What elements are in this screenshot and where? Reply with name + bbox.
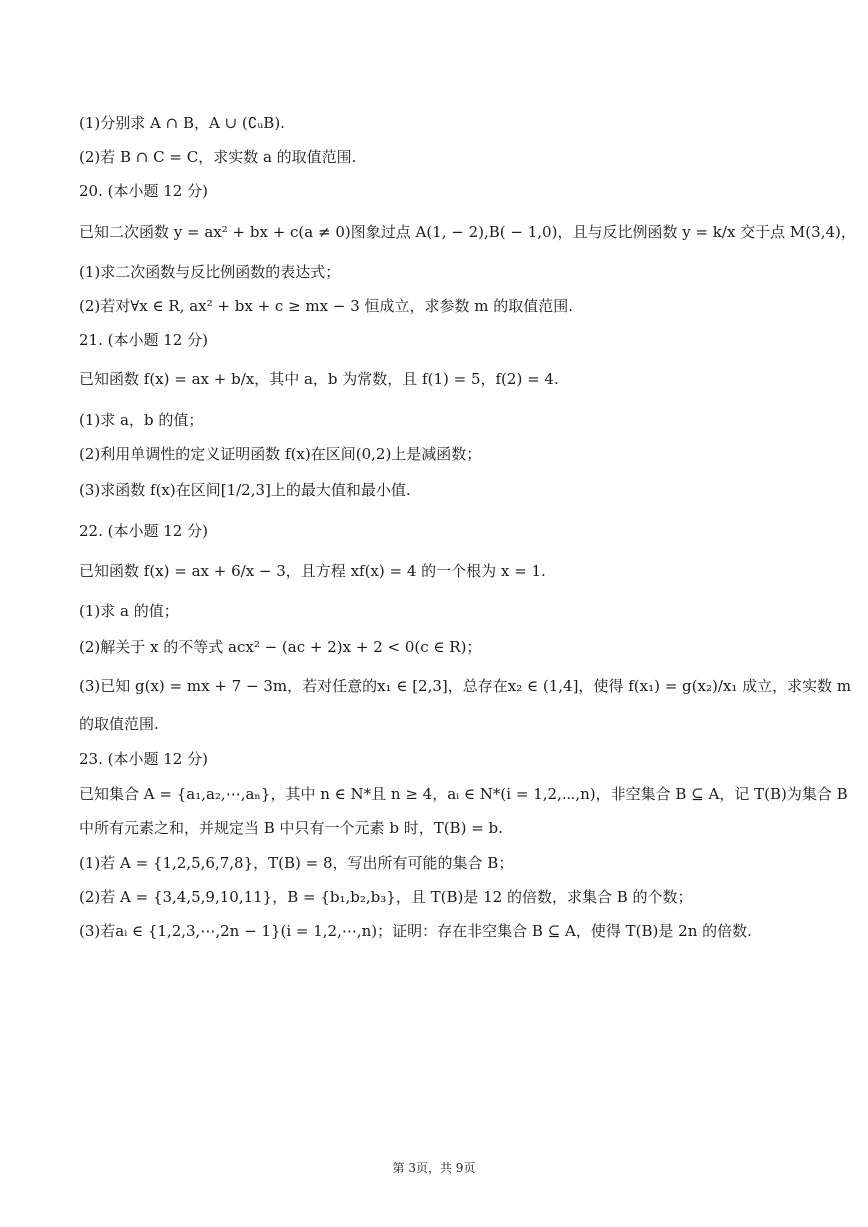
q19-part2: (2)若 B ∩ C = C，求实数 a 的取值范围. <box>79 148 357 166</box>
q20-part1: (1)求二次函数与反比例函数的表达式； <box>79 263 341 281</box>
q22-part1: (1)求 a 的值； <box>79 602 179 620</box>
q19-part1: (1)分别求 A ∩ B，A ∪ (∁ᵤB). <box>79 114 285 132</box>
q23-stem-cont: 中所有元素之和，并规定当 B 中只有一个元素 b 时，T(B) = b. <box>79 819 503 837</box>
q23-part3: (3)若aᵢ ∈ {1,2,3,⋯,2n − 1}(i = 1,2,⋯,n)；证明：存在非空集合 B ⊆ A，使得 T(B)是 2n 的倍数. <box>79 922 752 940</box>
q23-heading: 23. (本小题 12 分) <box>79 750 208 768</box>
q21-part2: (2)利用单调性的定义证明函数 f(x)在区间(0,2)上是减函数； <box>79 445 482 463</box>
q21-part1: (1)求 a，b 的值； <box>79 411 204 429</box>
q21-stem: 已知函数 f(x) = ax + b/x，其中 a，b 为常数，且 f(1) = 5，f(2) = 4. <box>79 370 559 388</box>
q22-part2: (2)解关于 x 的不等式 acx² − (ac + 2)x + 2 < 0(c ∈ R)； <box>79 638 482 656</box>
q23-part1: (1)若 A = {1,2,5,6,7,8}，T(B) = 8，写出所有可能的集合 B； <box>79 854 514 872</box>
q22-part3-cont: 的取值范围. <box>79 715 159 733</box>
q22-heading: 22. (本小题 12 分) <box>79 522 208 540</box>
q22-stem: 已知函数 f(x) = ax + 6/x − 3，且方程 xf(x) = 4 的一个根为 x = 1. <box>79 562 546 580</box>
q20-part2: (2)若对∀x ∈ R, ax² + bx + c ≥ mx − 3 恒成立，求参数 m 的取值范围. <box>79 297 574 315</box>
q20-stem: 已知二次函数 y = ax² + bx + c(a ≠ 0)图象过点 A(1, − 2),B( − 1,0)，且与反比例函数 y = k/x 交于点 M(3,4)， <box>79 223 856 241</box>
q21-heading: 21. (本小题 12 分) <box>79 331 208 349</box>
q23-stem: 已知集合 A = {a₁,a₂,⋯,aₙ}，其中 n ∈ N*且 n ≥ 4，aᵢ ∈ N*(i = 1,2,⋯,n)，非空集合 B ⊆ A，记 T(B)为集合 B <box>79 785 848 803</box>
q21-part3: (3)求函数 f(x)在区间[1/2,3]上的最大值和最小值. <box>79 481 411 499</box>
page-footer: 第 3页，共 9页 <box>392 1161 476 1175</box>
q23-part2: (2)若 A = {3,4,5,9,10,11}，B = {b₁,b₂,b₃}，且 T(B)是 12 的倍数，求集合 B 的个数； <box>79 888 693 906</box>
q22-part3: (3)已知 g(x) = mx + 7 − 3m，若对任意的x₁ ∈ [2,3]，总存在x₂ ∈ (1,4]，使得 f(x₁) = g(x₂)/x₁ 成立，求实数 m <box>79 677 852 695</box>
q20-heading: 20. (本小题 12 分) <box>79 182 208 200</box>
